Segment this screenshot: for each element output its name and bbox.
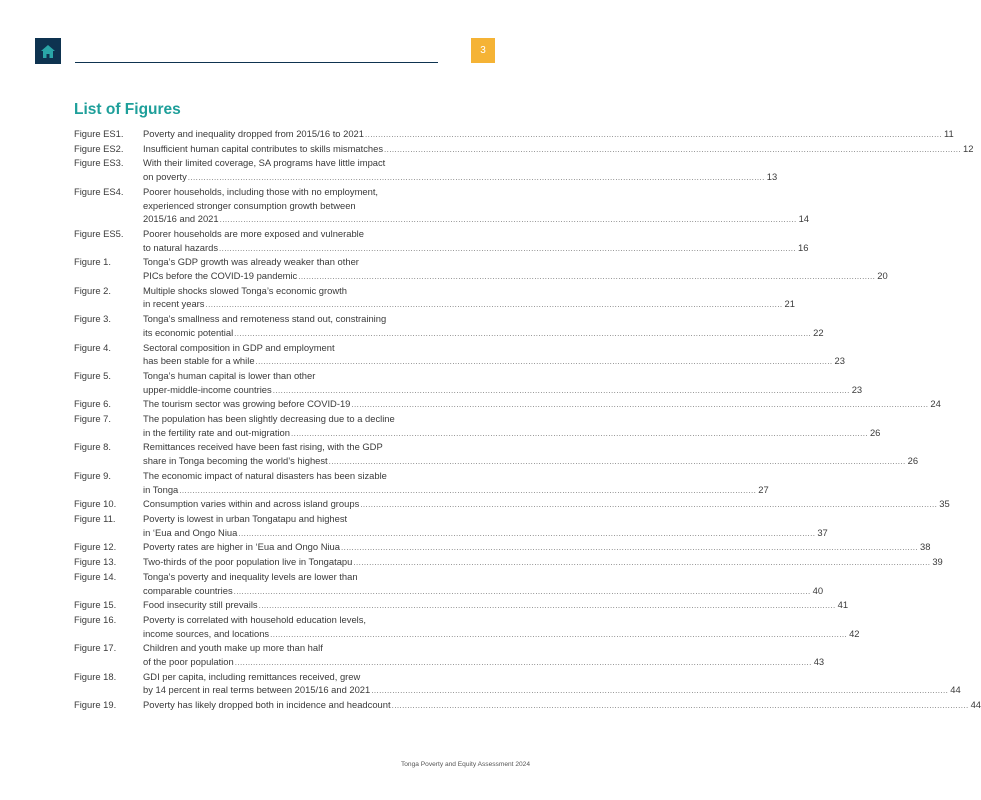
- figure-description: [143, 440, 918, 468]
- dot-leader: ............................................................................................................................................................................................................................: [205, 300, 783, 310]
- dot-leader: ............................................................................................................................................................................................................................: [371, 686, 949, 696]
- footer-text: Tonga Poverty and Equity Assessment 2024: [400, 761, 530, 768]
- figure-label: Figure ES4.: [74, 185, 124, 197]
- figure-title-line: PICs before the COVID-19 pandemic: [143, 270, 298, 282]
- figure-page-number[interactable]: 44: [970, 699, 981, 711]
- figure-entry[interactable]: [74, 142, 974, 157]
- figure-page-number[interactable]: 11: [943, 128, 954, 139]
- figure-title-line: Poverty and inequality dropped from 2015/16 to 2021: [143, 128, 364, 139]
- figure-title-line: The tourism sector was growing before COVID-19: [143, 398, 351, 410]
- dot-leader: ............................................................................................................................................................................................................................: [360, 500, 938, 510]
- figure-label: Figure 19.: [74, 699, 117, 711]
- figure-label: Figure ES3.: [74, 157, 124, 169]
- figure-entry[interactable]: [74, 284, 795, 312]
- figure-label: Figure 11.: [74, 512, 116, 524]
- dot-leader: ............................................................................................................................................................................................................................: [351, 400, 929, 410]
- figure-page-number[interactable]: 26: [869, 426, 881, 438]
- figure-description: [143, 555, 943, 570]
- figure-label: Figure ES2.: [74, 142, 124, 154]
- figure-title-line: Consumption varies within and across island groups: [143, 498, 360, 510]
- figure-page-number[interactable]: 14: [798, 213, 810, 225]
- dot-leader: ............................................................................................................................................................................................................................: [391, 701, 969, 711]
- figure-title-line: of the poor population: [143, 656, 234, 668]
- figure-title-line: share in Tonga becoming the world’s highest: [143, 455, 328, 467]
- figure-label: Figure ES1.: [74, 128, 124, 139]
- figure-entry[interactable]: [74, 598, 849, 613]
- figure-entry[interactable]: [74, 156, 778, 184]
- figure-title-line: Sectoral composition in GDP and employment: [143, 341, 335, 353]
- dot-leader: ............................................................................................................................................................................................................................: [365, 130, 942, 139]
- figure-label: Figure 15.: [74, 599, 117, 611]
- figure-title-line: by 14 percent in real terms between 2015/16 and 2021: [143, 684, 371, 696]
- figure-title-line: Remittances received have been fast rising, with the GDP: [143, 441, 383, 453]
- figure-description: [143, 512, 828, 540]
- figure-entry[interactable]: [74, 698, 981, 713]
- dot-leader: ............................................................................................................................................................................................................................: [219, 215, 797, 225]
- figure-label: Figure ES5.: [74, 227, 124, 239]
- figure-title-line: in Tonga: [143, 483, 179, 495]
- figure-entry[interactable]: [74, 312, 824, 340]
- figure-title-line: Tonga’s smallness and remoteness stand out, constraining: [143, 313, 387, 325]
- figure-label: Figure 4.: [74, 341, 111, 353]
- figure-label: Figure 9.: [74, 469, 111, 481]
- dot-leader: ............................................................................................................................................................................................................................: [328, 457, 906, 467]
- figure-page-number[interactable]: 27: [758, 483, 769, 495]
- dot-leader: ............................................................................................................................................................................................................................: [290, 428, 868, 438]
- figure-label: Figure 7.: [74, 413, 111, 425]
- figure-description: [143, 227, 808, 255]
- figure-page-number[interactable]: 40: [812, 584, 824, 596]
- figure-description: [143, 598, 848, 613]
- figure-title-line: Children and youth make up more than half: [143, 642, 323, 654]
- figure-title-line: Poverty is correlated with household education levels,: [143, 613, 367, 625]
- figure-title-line: Tonga’s poverty and inequality levels are lower than: [143, 570, 358, 582]
- figure-entry[interactable]: [74, 497, 950, 512]
- figure-description: [143, 497, 950, 512]
- figure-title-line: Food insecurity still prevails: [143, 599, 258, 611]
- figure-entry[interactable]: [74, 613, 860, 641]
- figure-label: Figure 5.: [74, 369, 111, 381]
- figure-description: [143, 540, 930, 555]
- figure-title-line: to natural hazards: [143, 241, 219, 253]
- figure-description: [143, 469, 769, 497]
- figure-description: [143, 312, 824, 340]
- figure-entry[interactable]: [74, 512, 828, 540]
- dot-leader: ............................................................................................................................................................................................................................: [179, 485, 757, 495]
- figure-title-line: upper-middle-income countries: [143, 383, 272, 395]
- figure-description: [143, 670, 961, 698]
- figure-title-line: With their limited coverage, SA programs have little impact: [143, 157, 386, 169]
- figure-page-number[interactable]: 16: [798, 241, 809, 253]
- figure-label: Figure 3.: [74, 313, 111, 325]
- figure-title-line: Multiple shocks slowed Tonga’s economic growth: [143, 284, 347, 296]
- figure-description: [143, 255, 888, 283]
- figure-label: Figure 13.: [74, 556, 117, 568]
- dot-leader: ............................................................................................................................................................................................................................: [258, 601, 836, 611]
- dot-leader: ............................................................................................................................................................................................................................: [234, 658, 812, 668]
- figure-entry[interactable]: [74, 412, 881, 440]
- figure-description: [143, 341, 845, 369]
- figure-list: [74, 127, 981, 713]
- figure-label: Figure 10.: [74, 498, 117, 510]
- dot-leader: ............................................................................................................................................................................................................................: [219, 243, 797, 253]
- figure-description: [143, 369, 862, 397]
- dot-leader: ............................................................................................................................................................................................................................: [272, 385, 850, 395]
- figure-page-number[interactable]: 41: [837, 599, 849, 611]
- figure-entry[interactable]: [74, 397, 941, 412]
- figure-title-line: in ‘Eua and Ongo Niua: [143, 526, 238, 538]
- figure-description: [143, 613, 860, 641]
- figure-page-number[interactable]: 12: [963, 142, 974, 154]
- dot-leader: ............................................................................................................................................................................................................................: [187, 173, 765, 183]
- figure-description: [143, 284, 795, 312]
- figure-description: [143, 698, 981, 713]
- figure-entry[interactable]: [74, 227, 809, 255]
- figure-page-number[interactable]: 23: [851, 383, 863, 395]
- figure-description: [143, 127, 954, 142]
- figure-title-line: on poverty: [143, 171, 187, 183]
- dot-leader: ............................................................................................................................................................................................................................: [234, 328, 812, 338]
- figure-entry[interactable]: [74, 440, 919, 468]
- figure-entry[interactable]: [74, 341, 845, 369]
- figure-page-number[interactable]: 38: [919, 541, 931, 553]
- figure-page-number[interactable]: 21: [784, 298, 795, 310]
- figure-page-number[interactable]: 26: [907, 455, 919, 467]
- figure-page-number[interactable]: 24: [930, 398, 941, 410]
- figure-description: [143, 185, 809, 227]
- figure-entry[interactable]: [74, 469, 769, 497]
- figure-description: [143, 412, 880, 440]
- figure-title-line: The population has been slightly decreasing due to a decline: [143, 413, 395, 425]
- figure-page-number[interactable]: 37: [817, 526, 828, 538]
- figure-title-line: The economic impact of natural disasters has been sizable: [143, 469, 387, 481]
- figure-title-line: Poorer households, including those with no employment,: [143, 185, 379, 197]
- figure-description: [143, 397, 941, 412]
- figure-title-line: Poorer households are more exposed and vulnerable: [143, 227, 364, 239]
- figure-title-line: 2015/16 and 2021: [143, 213, 219, 225]
- dot-leader: ............................................................................................................................................................................................................................: [353, 558, 931, 568]
- figure-title-line: has been stable for a while: [143, 355, 255, 367]
- figure-label: Figure 17.: [74, 642, 117, 654]
- dot-leader: ............................................................................................................................................................................................................................: [233, 586, 811, 596]
- figure-page-number[interactable]: 22: [813, 326, 824, 338]
- dot-leader: ............................................................................................................................................................................................................................: [238, 528, 816, 538]
- page-title: List of Figures: [74, 101, 181, 118]
- figure-entry[interactable]: [74, 670, 961, 698]
- figure-description: [143, 641, 824, 669]
- figure-page-number[interactable]: 23: [834, 355, 845, 367]
- dot-leader: ............................................................................................................................................................................................................................: [255, 357, 833, 367]
- figure-page-number[interactable]: 44: [950, 684, 961, 696]
- figure-title-line: Tonga’s GDP growth was already weaker than other: [143, 256, 359, 268]
- figure-title-line: experienced stronger consumption growth between: [143, 199, 356, 211]
- figure-page-number[interactable]: 42: [849, 627, 860, 639]
- dot-leader: ............................................................................................................................................................................................................................: [298, 272, 876, 282]
- figure-page-number[interactable]: 43: [813, 656, 825, 668]
- figure-description: [143, 142, 973, 157]
- figure-label: Figure 12.: [74, 541, 117, 553]
- figure-label: Figure 2.: [74, 284, 111, 296]
- dot-leader: ............................................................................................................................................................................................................................: [384, 144, 962, 154]
- figure-entry[interactable]: [74, 570, 824, 598]
- figure-entry[interactable]: [74, 540, 931, 555]
- dot-leader: ............................................................................................................................................................................................................................: [341, 543, 918, 553]
- figure-title-line: its economic potential: [143, 326, 234, 338]
- home-button[interactable]: [35, 38, 61, 64]
- figure-entry[interactable]: [74, 127, 954, 142]
- figure-page-number[interactable]: 13: [766, 171, 778, 183]
- figure-title-line: Poverty has likely dropped both in incidence and headcount: [143, 699, 391, 711]
- figure-page-number[interactable]: 35: [939, 498, 950, 510]
- figure-page-number[interactable]: 20: [877, 270, 888, 282]
- figure-title-line: Poverty is lowest in urban Tongatapu and highest: [143, 512, 348, 524]
- figure-title-line: GDI per capita, including remittances received, grew: [143, 670, 361, 682]
- figure-page-number[interactable]: 39: [932, 556, 943, 568]
- figure-label: Figure 1.: [74, 256, 111, 268]
- figure-title-line: comparable countries: [143, 584, 233, 596]
- figure-entry[interactable]: [74, 369, 863, 397]
- figure-entry[interactable]: [74, 255, 888, 283]
- header-rule: [75, 62, 438, 63]
- figure-label: Figure 16.: [74, 613, 117, 625]
- figure-label: Figure 8.: [74, 441, 111, 453]
- figure-title-line: in the fertility rate and out-migration: [143, 426, 290, 438]
- figure-title-line: Insufficient human capital contributes to skills mismatches: [143, 142, 384, 154]
- figure-description: [143, 156, 777, 184]
- page-number-badge: 3: [471, 38, 495, 63]
- figure-entry[interactable]: [74, 185, 810, 227]
- home-icon: [41, 45, 55, 58]
- figure-title-line: Two-thirds of the poor population live in Tongatapu: [143, 556, 353, 568]
- figure-title-line: Poverty rates are higher in ‘Eua and Ongo Niua: [143, 541, 340, 553]
- figure-entry[interactable]: [74, 641, 825, 669]
- figure-title-line: in recent years: [143, 298, 205, 310]
- figure-label: Figure 14.: [74, 570, 117, 582]
- figure-title-line: income sources, and locations: [143, 627, 270, 639]
- figure-label: Figure 18.: [74, 670, 117, 682]
- figure-label: Figure 6.: [74, 398, 111, 410]
- figure-description: [143, 570, 823, 598]
- figure-title-line: Tonga’s human capital is lower than other: [143, 369, 316, 381]
- figure-entry[interactable]: [74, 555, 943, 570]
- dot-leader: ............................................................................................................................................................................................................................: [270, 629, 848, 639]
